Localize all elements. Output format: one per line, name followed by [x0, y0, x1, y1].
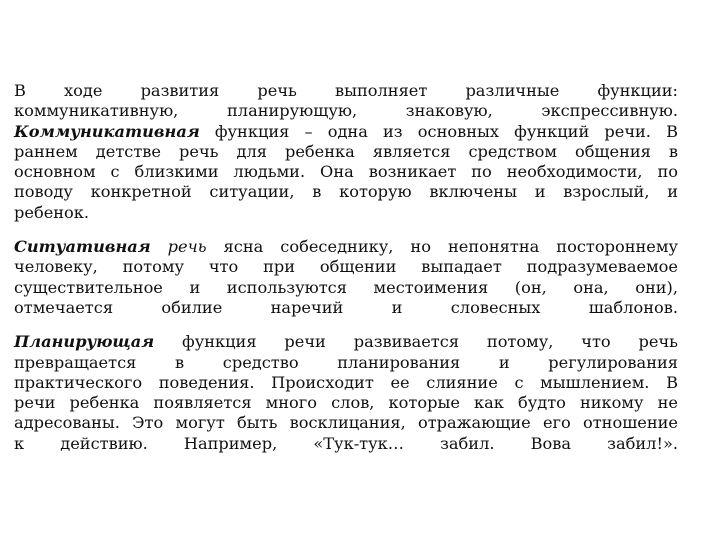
term-communicative: Коммуникативная — [14, 121, 200, 141]
text-line: речи ребенка появляется много слов, которые как будто никому не — [14, 393, 678, 413]
text-line: В ходе развития речь выполняет различные функции: — [14, 81, 678, 100]
text-fragment: функция речи развивается потому, что речь — [154, 332, 678, 352]
paragraph-speech-functions — [14, 81, 678, 223]
text-line — [14, 237, 678, 257]
text-line: ребенок. — [14, 202, 90, 222]
text-line: существительное и используются местоимения (он, она, они), — [14, 277, 678, 297]
text-fragment: ясна собеседнику, но непонятна постороннему — [206, 237, 678, 257]
term-situational: Ситуативная — [14, 237, 151, 257]
paragraph-situational-speech — [14, 237, 678, 318]
text-line: отмечается обилие наречий и словесных шаблонов. — [14, 297, 678, 317]
paragraph-planning-function — [14, 332, 678, 454]
text-line: превращается в средство планирования и регулирования — [14, 352, 678, 372]
text-line: адресованы. Это могут быть восклицания, отражающие его отношение — [14, 413, 678, 433]
document-body — [14, 81, 678, 454]
text-fragment: функция – одна из основных функций речи. В — [199, 121, 678, 141]
text-line: коммуникативную, планирующую, знаковую, экспрессивную. — [14, 101, 678, 121]
text-line: практического поведения. Происходит ее слияние с мышлением. В — [14, 372, 678, 392]
term-speech: речь — [150, 237, 207, 257]
text-line: к действию. Например, «Тук-тук… забил. Вова забил!». — [14, 433, 678, 453]
text-line: основном с близкими людьми. Она возникает по необходимости, по — [14, 162, 678, 182]
text-line — [14, 122, 678, 142]
text-line: поводу конкретной ситуации, в которую включены и взрослый, и — [14, 182, 678, 202]
text-line — [14, 332, 678, 352]
text-line: раннем детстве речь для ребенка является средством общения в — [14, 141, 678, 161]
text-line: человеку, потому что при общении выпадает подразумеваемое — [14, 257, 678, 277]
term-planning: Планирующая — [14, 332, 155, 352]
